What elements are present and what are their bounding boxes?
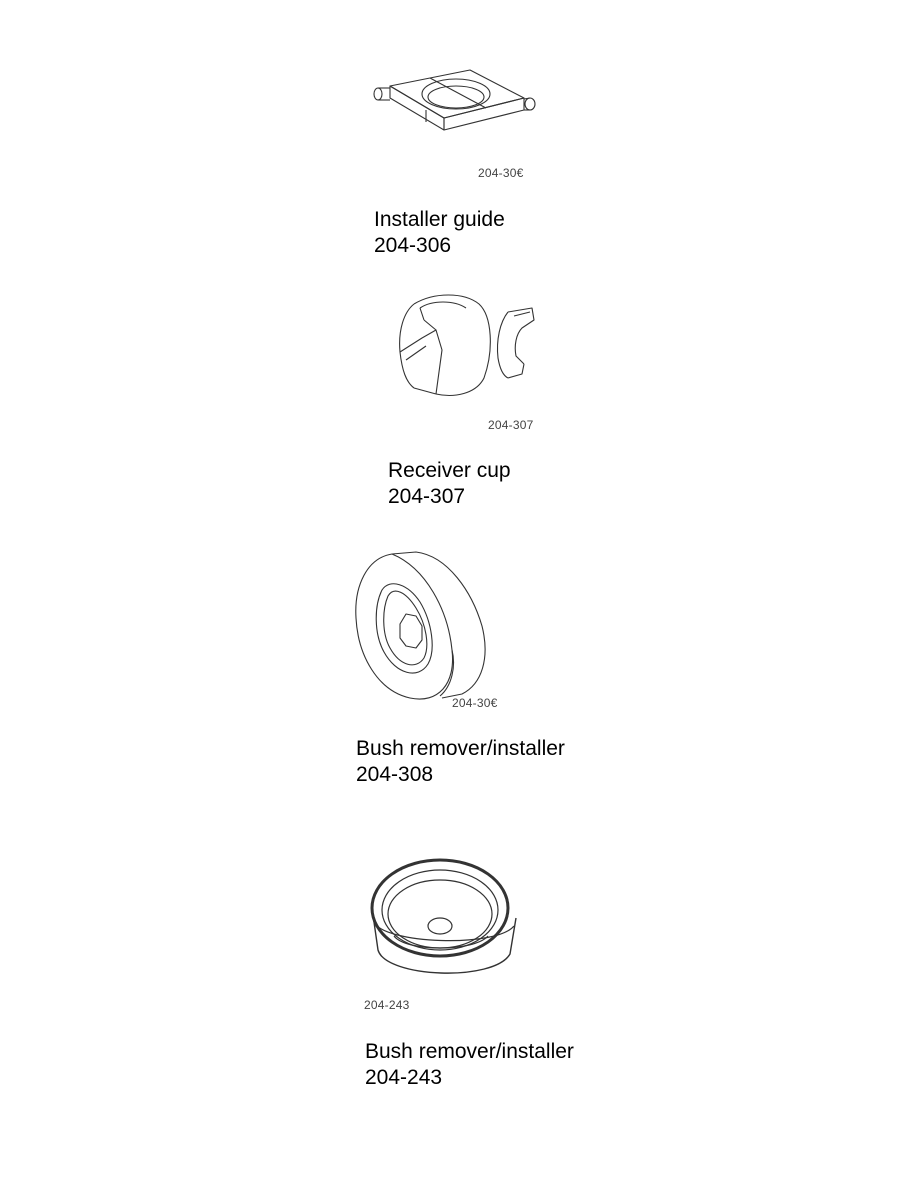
figure-code: 204-30€: [478, 166, 524, 180]
figure-code: 204-30€: [452, 696, 498, 710]
figure-code: 204-307: [488, 418, 534, 432]
tool-name: Bush remover/installer: [356, 737, 565, 760]
bush-remover-cup-drawing-icon: [364, 852, 520, 994]
figure-code: 204-243: [364, 998, 410, 1012]
tool-caption: [365, 1039, 574, 1091]
tool-name: Receiver cup: [388, 459, 511, 482]
tool-number: 204-308: [356, 763, 434, 786]
tool-number: 204-306: [374, 234, 452, 257]
tool-number: 204-243: [365, 1066, 443, 1089]
tool-name: Bush remover/installer: [365, 1040, 574, 1063]
tool-number: 204-307: [388, 485, 466, 508]
tool-name: Installer guide: [374, 208, 505, 231]
